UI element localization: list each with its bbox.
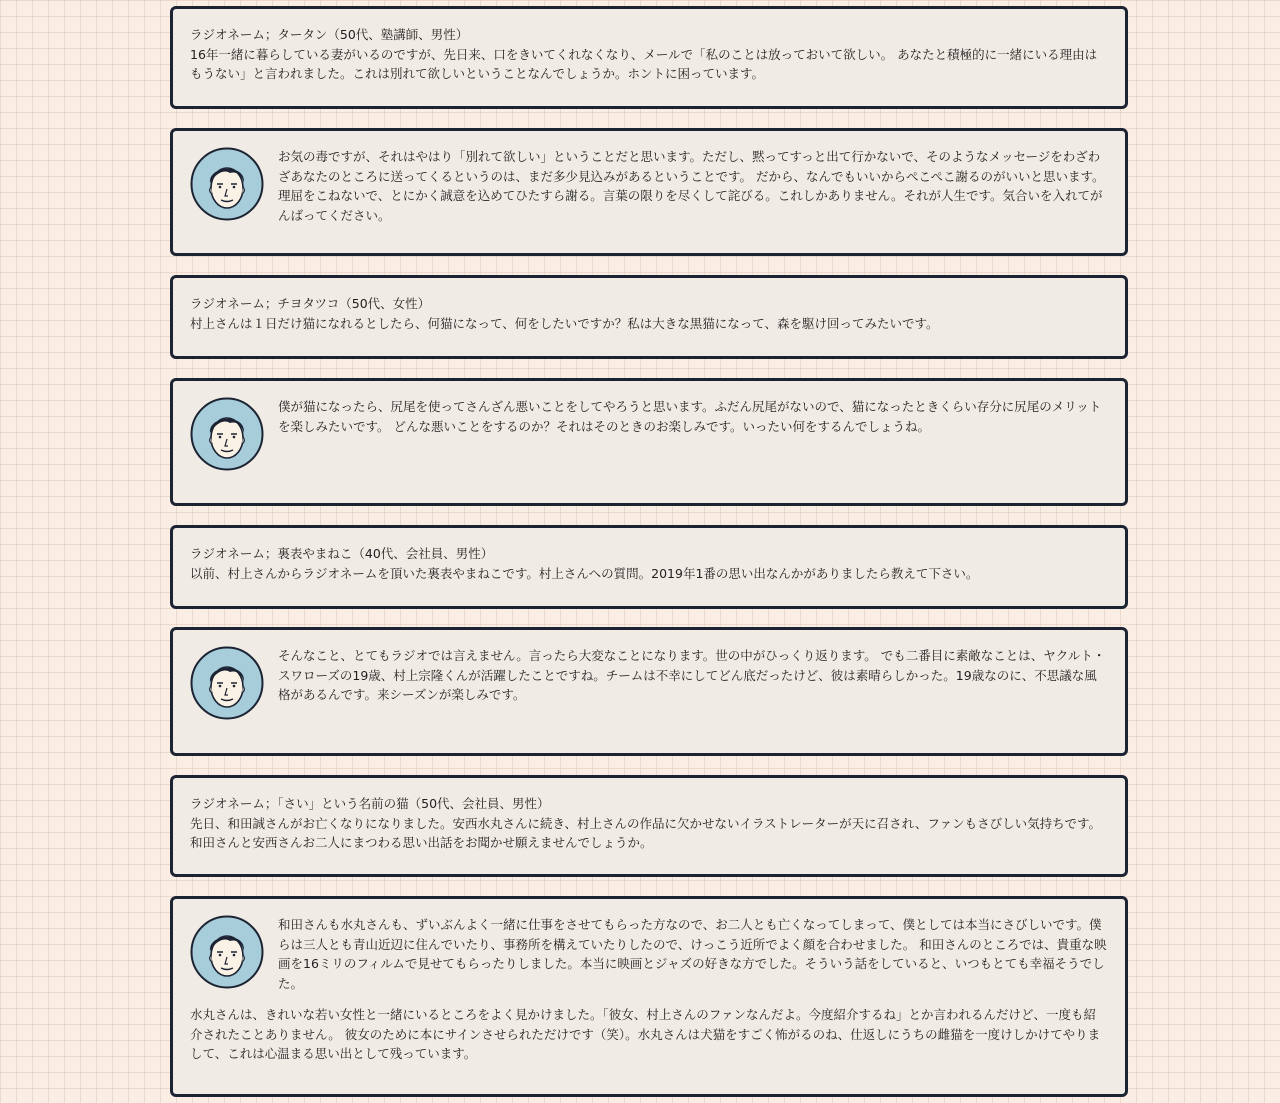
question-text: 先日、和田誠さんがお亡くなりになりました。安西水丸さんに続き、村上さんの作品に欠かせないイラストレーターが天に召され、ファンもさびしい気持ちです。和田さんと安西さんお二人にまつわる思い出話をお聞かせ願えませんでしょうか。 [190, 815, 1102, 850]
man-face-avatar-icon [190, 646, 264, 720]
question-text: 村上さんは１日だけ猫になれるとしたら、何猫になって、何をしたいですか？私は大きな黒猫になって、森を駆け回ってみたいです。 [190, 315, 939, 331]
question-box [170, 775, 1128, 877]
answer-box [170, 128, 1128, 256]
man-face-avatar-icon [190, 915, 264, 989]
man-face-avatar-icon [190, 147, 264, 221]
question-box [170, 6, 1128, 109]
answer-box [170, 896, 1128, 1097]
question-box [170, 275, 1128, 359]
answer-text: 和田さんも水丸さんも、ずいぶんよく一緒に仕事をさせてもらった方なので、お二人とも亡くなってしまって、僕としては本当にさびしいです。僕らは三人とも青山近辺に住んでいたり、事務所を構えていたりしたので、けっこう近所でよく顔を合わせました。 和田さんのところでは、貴重な映画を16ミリのフィルムで見せてもらったりしました。本当に映画とジャズの好きな方でした。そういう話をしていると、いつもとても幸福そうでした。 [278, 917, 1107, 991]
question-text: 16年一緒に暮らしている妻がいるのですが、先日来、口をきいてくれなくなり、メールで「私のことは放っておいて欲しい。 あなたと積極的に一緒にいる理由はもうない」と言われました。これは別れて欲しいということなんでしょうか。ホントに困っています。 [190, 46, 1098, 81]
answer-text: お気の毒ですが、それはやはり「別れて欲しい」ということだと思います。ただし、黙ってすっと出て行かないで、そのようなメッセージをわざわざあなたのところに送ってくるというのは、まだ多少見込みがあるということです。 だから、なんでもいいからぺこぺこ謝るのがいいと思います。理屈をこねないで、とにかく誠意を込めてひたすら謝る。言葉の限りを尽くして詫びる。これしかありません。それが人生です。気合いを入れてがんばってください。 [278, 149, 1105, 223]
question-radio-name: ラジオネーム；チヨタツコ（50代、女性） [190, 296, 431, 311]
answer-text: そんなこと、とてもラジオでは言えません。言ったら大変なことになります。世の中がひっくり返ります。 でも二番目に素敵なことは、ヤクルト・スワローズの19歳、村上宗隆くんが活躍したことですね。チームは不幸にしてどん底だったけど、彼は素晴らしかった。19歳なのに、不思議な風格があるんです。来シーズンが楽しみです。 [278, 648, 1106, 702]
question-radio-name: ラジオネーム；「さい」という名前の猫（50代、会社員、男性） [190, 796, 550, 811]
man-face-avatar-icon [190, 397, 264, 471]
answer-box [170, 627, 1128, 756]
question-box [170, 525, 1128, 609]
answer-text-continued: 水丸さんは、きれいな若い女性と一緒にいるところをよく見かけました。「彼女、村上さんのファンなんだよ。今度紹介するね」とか言われるんだけど、一度も紹介されたことありません。 彼女のために本にサインさせられただけです（笑）。水丸さんは犬猫をすごく怖がるのね、仕返しにうちの雌猫を一度けしかけてやりまして、これは心温まる思い出として残っています。 [190, 1007, 1101, 1061]
question-radio-name: ラジオネーム；裏表やまねこ（40代、会社員、男性） [190, 546, 494, 561]
question-text: 以前、村上さんからラジオネームを頂いた裏表やまねこです。村上さんへの質問。2019年1番の思い出なんかがありましたら教えて下さい。 [190, 565, 979, 581]
answer-box [170, 378, 1128, 506]
question-radio-name: ラジオネーム；タータン（50代、塾講師、男性） [190, 27, 469, 42]
answer-text: 僕が猫になったら、尻尾を使ってさんざん悪いことをしてやろうと思います。ふだん尻尾がないので、猫になったときくらい存分に尻尾のメリットを楽しみたいです。 どんな悪いことをするのか？それはそのときのお楽しみです。いったい何をするんでしょうね。 [278, 399, 1102, 434]
